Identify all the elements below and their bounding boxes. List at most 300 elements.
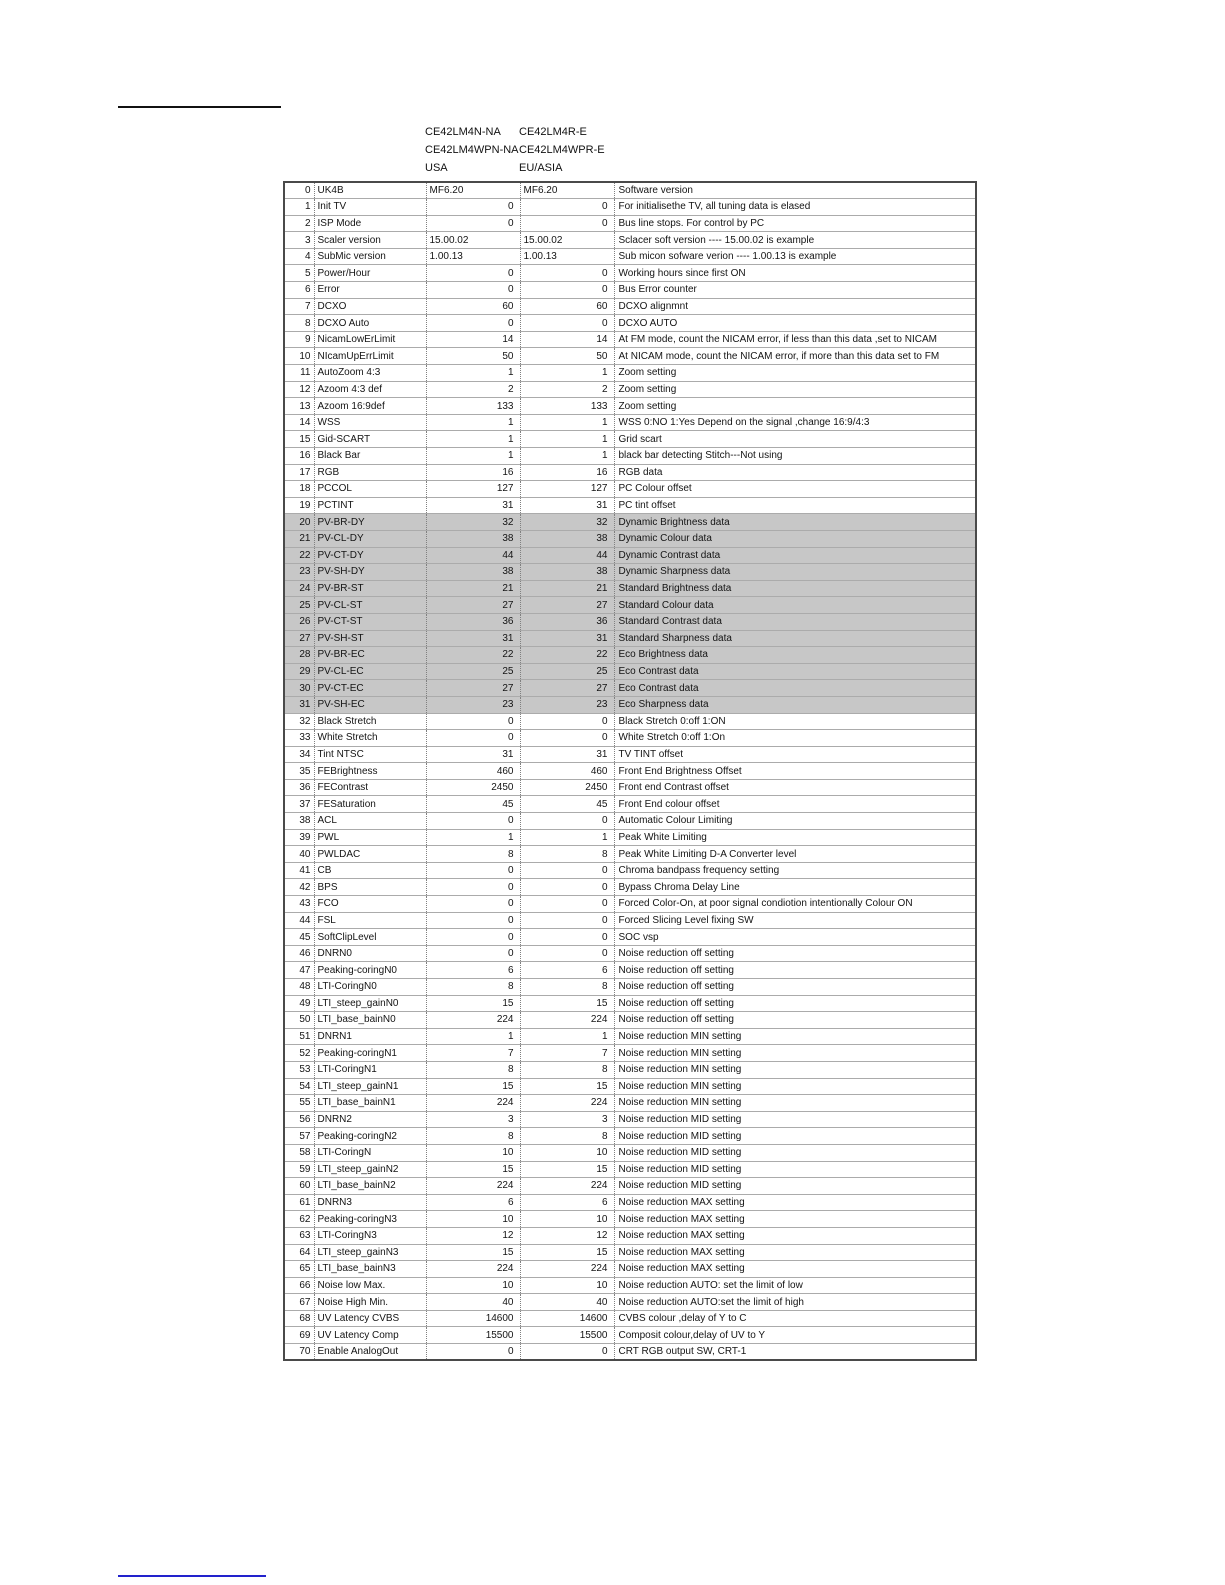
cell-eu-value: 6 — [520, 962, 614, 979]
cell-description: RGB data — [614, 464, 976, 481]
cell-eu-value: 10 — [520, 1211, 614, 1228]
table-row — [284, 1161, 976, 1178]
cell-description: Noise reduction MID setting — [614, 1144, 976, 1161]
cell-name: PCCOL — [314, 481, 426, 498]
table-row — [284, 248, 976, 265]
cell-index: 20 — [284, 514, 314, 531]
cell-eu-value: 7 — [520, 1045, 614, 1062]
cell-usa-value: 0 — [426, 315, 520, 332]
cell-index: 61 — [284, 1194, 314, 1211]
cell-usa-value: 6 — [426, 962, 520, 979]
cell-index: 28 — [284, 647, 314, 664]
cell-usa-value: 14 — [426, 331, 520, 348]
cell-name: Peaking-coringN0 — [314, 962, 426, 979]
cell-name: FSL — [314, 912, 426, 929]
table-row — [284, 1327, 976, 1344]
cell-usa-value: 45 — [426, 796, 520, 813]
cell-name: Azoom 16:9def — [314, 398, 426, 415]
cell-name: PV-CT-ST — [314, 613, 426, 630]
cell-eu-value: 460 — [520, 763, 614, 780]
cell-index: 40 — [284, 846, 314, 863]
cell-name: PV-SH-DY — [314, 564, 426, 581]
cell-name: LTI_steep_gainN0 — [314, 995, 426, 1012]
cell-name: Error — [314, 282, 426, 299]
cell-eu-value: 0 — [520, 862, 614, 879]
cell-description: Noise reduction MIN setting — [614, 1045, 976, 1062]
cell-eu-value: 14600 — [520, 1310, 614, 1327]
cell-eu-value: 10 — [520, 1277, 614, 1294]
cell-eu-value: 8 — [520, 979, 614, 996]
table-row — [284, 448, 976, 465]
cell-usa-value: 15.00.02 — [426, 232, 520, 249]
cell-eu-value: 0 — [520, 945, 614, 962]
table-row — [284, 962, 976, 979]
cell-eu-value: 21 — [520, 580, 614, 597]
cell-description: Noise reduction MAX setting — [614, 1244, 976, 1261]
cell-usa-value: 0 — [426, 929, 520, 946]
cell-usa-value: 224 — [426, 1095, 520, 1112]
cell-eu-value: 22 — [520, 647, 614, 664]
cell-index: 2 — [284, 215, 314, 232]
cell-eu-value: 23 — [520, 696, 614, 713]
table-row — [284, 414, 976, 431]
cell-index: 12 — [284, 381, 314, 398]
cell-eu-value: 224 — [520, 1261, 614, 1278]
cell-index: 8 — [284, 315, 314, 332]
column-headers — [425, 123, 825, 177]
cell-name: UK4B — [314, 182, 426, 199]
cell-description: Noise reduction off setting — [614, 979, 976, 996]
cell-name: PV-SH-ST — [314, 630, 426, 647]
cell-usa-value: 224 — [426, 1178, 520, 1195]
cell-name: Peaking-coringN1 — [314, 1045, 426, 1062]
cell-eu-value: 16 — [520, 464, 614, 481]
cell-eu-value: 36 — [520, 613, 614, 630]
cell-eu-value: 15 — [520, 1244, 614, 1261]
cell-description: Zoom setting — [614, 381, 976, 398]
cell-name: DCXO — [314, 298, 426, 315]
cell-index: 63 — [284, 1227, 314, 1244]
cell-index: 59 — [284, 1161, 314, 1178]
cell-usa-value: 0 — [426, 862, 520, 879]
cell-name: LTI_base_bainN0 — [314, 1012, 426, 1029]
cell-eu-value: 0 — [520, 1344, 614, 1361]
cell-name: PWL — [314, 829, 426, 846]
cell-index: 47 — [284, 962, 314, 979]
cell-name: DNRN1 — [314, 1028, 426, 1045]
cell-usa-value: 15 — [426, 1078, 520, 1095]
cell-usa-value: MF6.20 — [426, 182, 520, 199]
parameter-table-body — [284, 182, 976, 1360]
cell-index: 50 — [284, 1012, 314, 1029]
cell-name: Tint NTSC — [314, 746, 426, 763]
cell-eu-value: 50 — [520, 348, 614, 365]
cell-index: 19 — [284, 497, 314, 514]
cell-usa-value: 10 — [426, 1211, 520, 1228]
cell-name: RGB — [314, 464, 426, 481]
cell-eu-value: 1 — [520, 448, 614, 465]
cell-name: LTI_steep_gainN3 — [314, 1244, 426, 1261]
cell-usa-value: 8 — [426, 846, 520, 863]
cell-description: Working hours since first ON — [614, 265, 976, 282]
cell-index: 58 — [284, 1144, 314, 1161]
cell-usa-value: 1 — [426, 829, 520, 846]
cell-name: PCTINT — [314, 497, 426, 514]
cell-description: DCXO AUTO — [614, 315, 976, 332]
table-row — [284, 265, 976, 282]
cell-index: 34 — [284, 746, 314, 763]
cell-description: Peak White Limiting — [614, 829, 976, 846]
cell-description: Noise reduction MIN setting — [614, 1095, 976, 1112]
table-row — [284, 696, 976, 713]
cell-description: Sclacer soft version ---- 15.00.02 is example — [614, 232, 976, 249]
cell-usa-value: 23 — [426, 696, 520, 713]
cell-usa-value: 31 — [426, 630, 520, 647]
table-row — [284, 1028, 976, 1045]
cell-eu-value: 15 — [520, 1161, 614, 1178]
cell-usa-value: 224 — [426, 1012, 520, 1029]
cell-usa-value: 1 — [426, 431, 520, 448]
cell-eu-value: 15 — [520, 1078, 614, 1095]
cell-eu-value: 31 — [520, 746, 614, 763]
cell-index: 44 — [284, 912, 314, 929]
table-row — [284, 1128, 976, 1145]
cell-eu-value: 2450 — [520, 779, 614, 796]
cell-eu-value: 0 — [520, 730, 614, 747]
cell-description: Eco Contrast data — [614, 680, 976, 697]
cell-description: Chroma bandpass frequency setting — [614, 862, 976, 879]
cell-name: DNRN2 — [314, 1111, 426, 1128]
cell-name: ISP Mode — [314, 215, 426, 232]
cell-eu-value: 1.00.13 — [520, 248, 614, 265]
cell-index: 68 — [284, 1310, 314, 1327]
cell-description: WSS 0:NO 1:Yes Depend on the signal ,change 16:9/4:3 — [614, 414, 976, 431]
usa-model-1: CE42LM4N-NA — [425, 126, 501, 138]
cell-name: FEContrast — [314, 779, 426, 796]
cell-description: CRT RGB output SW, CRT-1 — [614, 1344, 976, 1361]
cell-usa-value: 15 — [426, 1244, 520, 1261]
table-row — [284, 315, 976, 332]
cell-usa-value: 27 — [426, 597, 520, 614]
cell-index: 9 — [284, 331, 314, 348]
cell-usa-value: 2 — [426, 381, 520, 398]
cell-index: 14 — [284, 414, 314, 431]
cell-name: Power/Hour — [314, 265, 426, 282]
cell-name: LTI-CoringN3 — [314, 1227, 426, 1244]
cell-name: NIcamUpErrLimit — [314, 348, 426, 365]
cell-name: DCXO Auto — [314, 315, 426, 332]
cell-description: Eco Sharpness data — [614, 696, 976, 713]
cell-eu-value: 44 — [520, 547, 614, 564]
cell-usa-value: 60 — [426, 298, 520, 315]
cell-usa-value: 1 — [426, 1028, 520, 1045]
cell-eu-value: 0 — [520, 896, 614, 913]
table-row — [284, 1194, 976, 1211]
cell-index: 51 — [284, 1028, 314, 1045]
cell-description: Dynamic Colour data — [614, 530, 976, 547]
table-row — [284, 1344, 976, 1361]
cell-description: Noise reduction MID setting — [614, 1178, 976, 1195]
table-row — [284, 995, 976, 1012]
cell-name: LTI-CoringN1 — [314, 1061, 426, 1078]
cell-index: 17 — [284, 464, 314, 481]
cell-eu-value: 8 — [520, 846, 614, 863]
cell-usa-value: 32 — [426, 514, 520, 531]
cell-usa-value: 1.00.13 — [426, 248, 520, 265]
cell-eu-value: 60 — [520, 298, 614, 315]
cell-description: Bus line stops. For control by PC — [614, 215, 976, 232]
cell-eu-value: 15.00.02 — [520, 232, 614, 249]
cell-eu-value: 133 — [520, 398, 614, 415]
cell-name: FCO — [314, 896, 426, 913]
cell-index: 1 — [284, 199, 314, 216]
table-row — [284, 663, 976, 680]
region-line — [425, 159, 825, 177]
cell-description: Standard Colour data — [614, 597, 976, 614]
cell-usa-value: 0 — [426, 912, 520, 929]
cell-name: Azoom 4:3 def — [314, 381, 426, 398]
cell-description: CVBS colour ,delay of Y to C — [614, 1310, 976, 1327]
cell-name: NicamLowErLimit — [314, 331, 426, 348]
cell-name: Gid-SCART — [314, 431, 426, 448]
table-row — [284, 1261, 976, 1278]
table-row — [284, 912, 976, 929]
table-row — [284, 331, 976, 348]
cell-eu-value: 1 — [520, 365, 614, 382]
cell-usa-value: 6 — [426, 1194, 520, 1211]
table-row — [284, 530, 976, 547]
cell-description: For initialisethe TV, all tuning data is elased — [614, 199, 976, 216]
cell-usa-value: 460 — [426, 763, 520, 780]
cell-eu-value: 25 — [520, 663, 614, 680]
cell-index: 42 — [284, 879, 314, 896]
cell-description: Noise reduction MAX setting — [614, 1194, 976, 1211]
table-row — [284, 1045, 976, 1062]
cell-usa-value: 14600 — [426, 1310, 520, 1327]
table-row — [284, 647, 976, 664]
cell-eu-value: 1 — [520, 829, 614, 846]
cell-eu-value: 1 — [520, 431, 614, 448]
cell-eu-value: 224 — [520, 1178, 614, 1195]
cell-name: Enable AnalogOut — [314, 1344, 426, 1361]
cell-index: 65 — [284, 1261, 314, 1278]
cell-usa-value: 36 — [426, 613, 520, 630]
cell-eu-value: 0 — [520, 929, 614, 946]
cell-description: PC tint offset — [614, 497, 976, 514]
cell-name: PWLDAC — [314, 846, 426, 863]
cell-eu-value: 31 — [520, 497, 614, 514]
cell-eu-value: 38 — [520, 564, 614, 581]
cell-index: 43 — [284, 896, 314, 913]
cell-usa-value: 133 — [426, 398, 520, 415]
cell-description: Black Stretch 0:off 1:ON — [614, 713, 976, 730]
table-row — [284, 1111, 976, 1128]
cell-name: Noise High Min. — [314, 1294, 426, 1311]
usa-region-label: USA — [425, 162, 448, 174]
cell-index: 3 — [284, 232, 314, 249]
cell-name: FEBrightness — [314, 763, 426, 780]
cell-description: Noise reduction MIN setting — [614, 1061, 976, 1078]
cell-index: 69 — [284, 1327, 314, 1344]
cell-index: 36 — [284, 779, 314, 796]
cell-index: 35 — [284, 763, 314, 780]
cell-name: DNRN3 — [314, 1194, 426, 1211]
cell-usa-value: 50 — [426, 348, 520, 365]
table-row — [284, 813, 976, 830]
table-row — [284, 199, 976, 216]
eu-region-label: EU/ASIA — [519, 162, 563, 174]
cell-usa-value: 127 — [426, 481, 520, 498]
cell-description: Front end Contrast offset — [614, 779, 976, 796]
cell-index: 49 — [284, 995, 314, 1012]
cell-eu-value: 0 — [520, 912, 614, 929]
cell-usa-value: 22 — [426, 647, 520, 664]
cell-index: 5 — [284, 265, 314, 282]
cell-usa-value: 27 — [426, 680, 520, 697]
table-row — [284, 215, 976, 232]
cell-name: LTI_base_bainN2 — [314, 1178, 426, 1195]
cell-name: UV Latency CVBS — [314, 1310, 426, 1327]
cell-description: At NICAM mode, count the NICAM error, if more than this data set to FM — [614, 348, 976, 365]
table-row — [284, 1294, 976, 1311]
cell-description: Zoom setting — [614, 365, 976, 382]
table-row — [284, 298, 976, 315]
table-row — [284, 613, 976, 630]
cell-usa-value: 0 — [426, 730, 520, 747]
cell-usa-value: 31 — [426, 497, 520, 514]
cell-index: 23 — [284, 564, 314, 581]
cell-usa-value: 0 — [426, 265, 520, 282]
cell-name: DNRN0 — [314, 945, 426, 962]
cell-name: AutoZoom 4:3 — [314, 365, 426, 382]
table-row — [284, 1144, 976, 1161]
usa-model-2: CE42LM4WPN-NA — [425, 144, 519, 156]
cell-usa-value: 15 — [426, 995, 520, 1012]
table-row — [284, 497, 976, 514]
cell-description: Forced Color-On, at poor signal condiotion intentionally Colour ON — [614, 896, 976, 913]
cell-usa-value: 2450 — [426, 779, 520, 796]
eu-model-2: CE42LM4WPR-E — [519, 144, 605, 156]
cell-eu-value: 14 — [520, 331, 614, 348]
cell-usa-value: 0 — [426, 215, 520, 232]
cell-eu-value: MF6.20 — [520, 182, 614, 199]
cell-description: Noise reduction MID setting — [614, 1128, 976, 1145]
cell-usa-value: 38 — [426, 564, 520, 581]
cell-index: 15 — [284, 431, 314, 448]
cell-name: Black Bar — [314, 448, 426, 465]
table-row — [284, 796, 976, 813]
cell-index: 21 — [284, 530, 314, 547]
cell-usa-value: 16 — [426, 464, 520, 481]
cell-index: 52 — [284, 1045, 314, 1062]
cell-description: Noise reduction MID setting — [614, 1161, 976, 1178]
cell-description: SOC vsp — [614, 929, 976, 946]
cell-name: PV-BR-DY — [314, 514, 426, 531]
cell-eu-value: 0 — [520, 713, 614, 730]
cell-eu-value: 38 — [520, 530, 614, 547]
cell-description: Noise reduction AUTO: set the limit of low — [614, 1277, 976, 1294]
cell-index: 64 — [284, 1244, 314, 1261]
cell-usa-value: 0 — [426, 282, 520, 299]
cell-index: 39 — [284, 829, 314, 846]
cell-usa-value: 10 — [426, 1144, 520, 1161]
cell-description: PC Colour offset — [614, 481, 976, 498]
cell-name: UV Latency Comp — [314, 1327, 426, 1344]
cell-name: Black Stretch — [314, 713, 426, 730]
table-row — [284, 829, 976, 846]
cell-usa-value: 8 — [426, 1061, 520, 1078]
cell-description: Noise reduction MID setting — [614, 1111, 976, 1128]
cell-usa-value: 15 — [426, 1161, 520, 1178]
cell-description: black bar detecting Stitch---Not using — [614, 448, 976, 465]
cell-name: Scaler version — [314, 232, 426, 249]
cell-eu-value: 1 — [520, 1028, 614, 1045]
cell-index: 33 — [284, 730, 314, 747]
cell-description: Noise reduction off setting — [614, 995, 976, 1012]
cell-index: 22 — [284, 547, 314, 564]
cell-eu-value: 45 — [520, 796, 614, 813]
cell-description: Eco Brightness data — [614, 647, 976, 664]
table-row — [284, 1310, 976, 1327]
table-row — [284, 1012, 976, 1029]
table-row — [284, 763, 976, 780]
cell-eu-value: 10 — [520, 1144, 614, 1161]
cell-name: PV-CL-EC — [314, 663, 426, 680]
cell-index: 37 — [284, 796, 314, 813]
cell-name: LTI_base_bainN1 — [314, 1095, 426, 1112]
table-row — [284, 1061, 976, 1078]
cell-index: 13 — [284, 398, 314, 415]
parameter-table — [283, 181, 977, 1361]
cell-name: Noise low Max. — [314, 1277, 426, 1294]
table-row — [284, 348, 976, 365]
cell-name: BPS — [314, 879, 426, 896]
top-rule-line — [118, 106, 281, 108]
cell-eu-value: 224 — [520, 1095, 614, 1112]
table-row — [284, 713, 976, 730]
table-row — [284, 779, 976, 796]
table-row — [284, 514, 976, 531]
cell-usa-value: 31 — [426, 746, 520, 763]
cell-description: Dynamic Sharpness data — [614, 564, 976, 581]
cell-description: At FM mode, count the NICAM error, if less than this data ,set to NICAM — [614, 331, 976, 348]
cell-eu-value: 12 — [520, 1227, 614, 1244]
table-row — [284, 680, 976, 697]
cell-index: 54 — [284, 1078, 314, 1095]
cell-description: Standard Contrast data — [614, 613, 976, 630]
cell-description: Standard Sharpness data — [614, 630, 976, 647]
cell-index: 24 — [284, 580, 314, 597]
cell-description: Front End Brightness Offset — [614, 763, 976, 780]
table-row — [284, 282, 976, 299]
cell-index: 30 — [284, 680, 314, 697]
cell-index: 62 — [284, 1211, 314, 1228]
cell-eu-value: 0 — [520, 282, 614, 299]
cell-index: 26 — [284, 613, 314, 630]
cell-usa-value: 224 — [426, 1261, 520, 1278]
table-row — [284, 398, 976, 415]
table-row — [284, 597, 976, 614]
cell-description: TV TINT offset — [614, 746, 976, 763]
cell-index: 10 — [284, 348, 314, 365]
cell-description: Forced Slicing Level fixing SW — [614, 912, 976, 929]
cell-description: Software version — [618, 185, 693, 197]
cell-name: LTI-CoringN — [314, 1144, 426, 1161]
cell-index: 11 — [284, 365, 314, 382]
cell-description: Composit colour,delay of UV to Y — [614, 1327, 976, 1344]
cell-usa-value: 0 — [426, 945, 520, 962]
cell-usa-value: 1 — [426, 414, 520, 431]
